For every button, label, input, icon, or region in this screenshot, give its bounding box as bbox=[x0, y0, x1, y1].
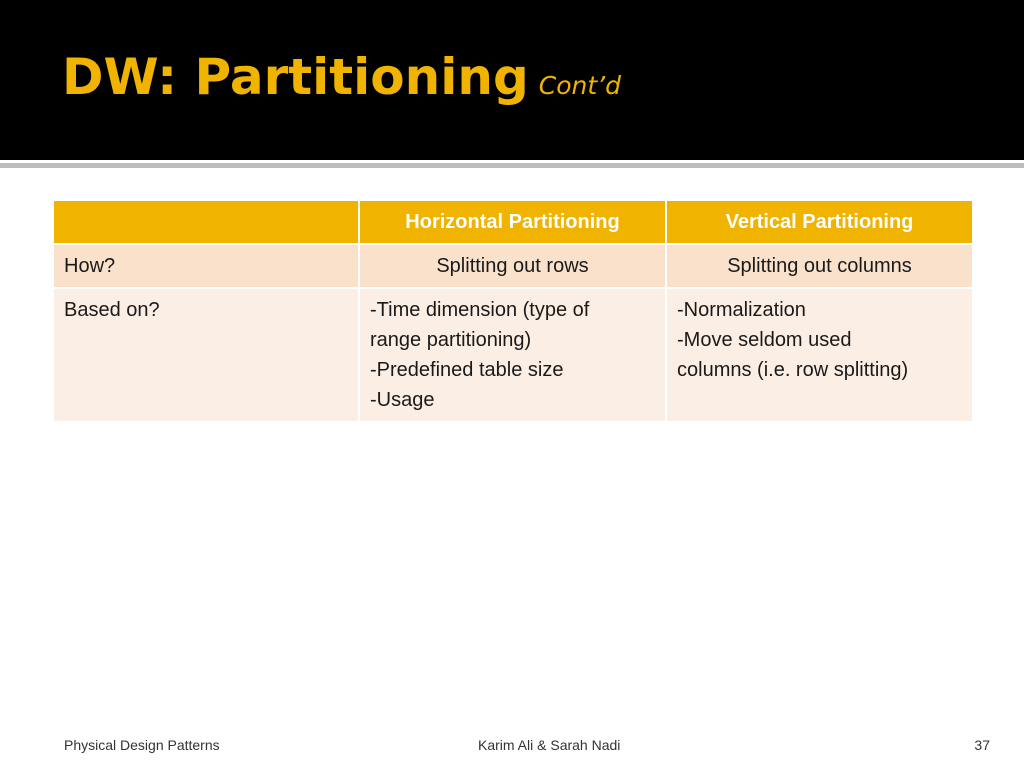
cell-how-vertical bbox=[666, 244, 973, 288]
table-header-row bbox=[53, 200, 973, 244]
footer-authors: Karim Ali & Sarah Nadi bbox=[478, 737, 621, 753]
cell-line: -Predefined table size bbox=[370, 359, 564, 381]
slide-title-main: DW: Partitioning bbox=[62, 48, 529, 106]
title-bar bbox=[0, 0, 1024, 160]
cell-line: -Move seldom used bbox=[677, 329, 852, 351]
cell-line: -Usage bbox=[370, 389, 435, 411]
table-header-empty bbox=[53, 200, 359, 244]
footer-course-title: Physical Design Patterns bbox=[64, 737, 220, 753]
slide-title-suffix: Cont’d bbox=[538, 71, 621, 100]
cell-line: Splitting out columns bbox=[727, 255, 912, 277]
cell-line: range partitioning) bbox=[370, 329, 532, 351]
footer-page-number: 37 bbox=[974, 737, 990, 753]
table-header-horizontal: Horizontal Partitioning bbox=[359, 200, 666, 244]
slide-title bbox=[62, 48, 621, 106]
cell-line: Splitting out rows bbox=[436, 255, 589, 277]
partitioning-table bbox=[52, 199, 974, 423]
title-divider-gray bbox=[0, 163, 1024, 168]
table-header-vertical: Vertical Partitioning bbox=[666, 200, 973, 244]
table-row bbox=[53, 288, 973, 422]
cell-based-on-vertical bbox=[666, 288, 973, 422]
cell-line: -Time dimension (type of bbox=[370, 299, 590, 321]
cell-line: columns (i.e. row splitting) bbox=[677, 359, 909, 381]
cell-based-on-horizontal bbox=[359, 288, 666, 422]
row-label-how: How? bbox=[53, 244, 359, 288]
cell-how-horizontal bbox=[359, 244, 666, 288]
cell-line: -Normalization bbox=[677, 299, 806, 321]
row-label-based-on: Based on? bbox=[53, 288, 359, 422]
table-row bbox=[53, 244, 973, 288]
